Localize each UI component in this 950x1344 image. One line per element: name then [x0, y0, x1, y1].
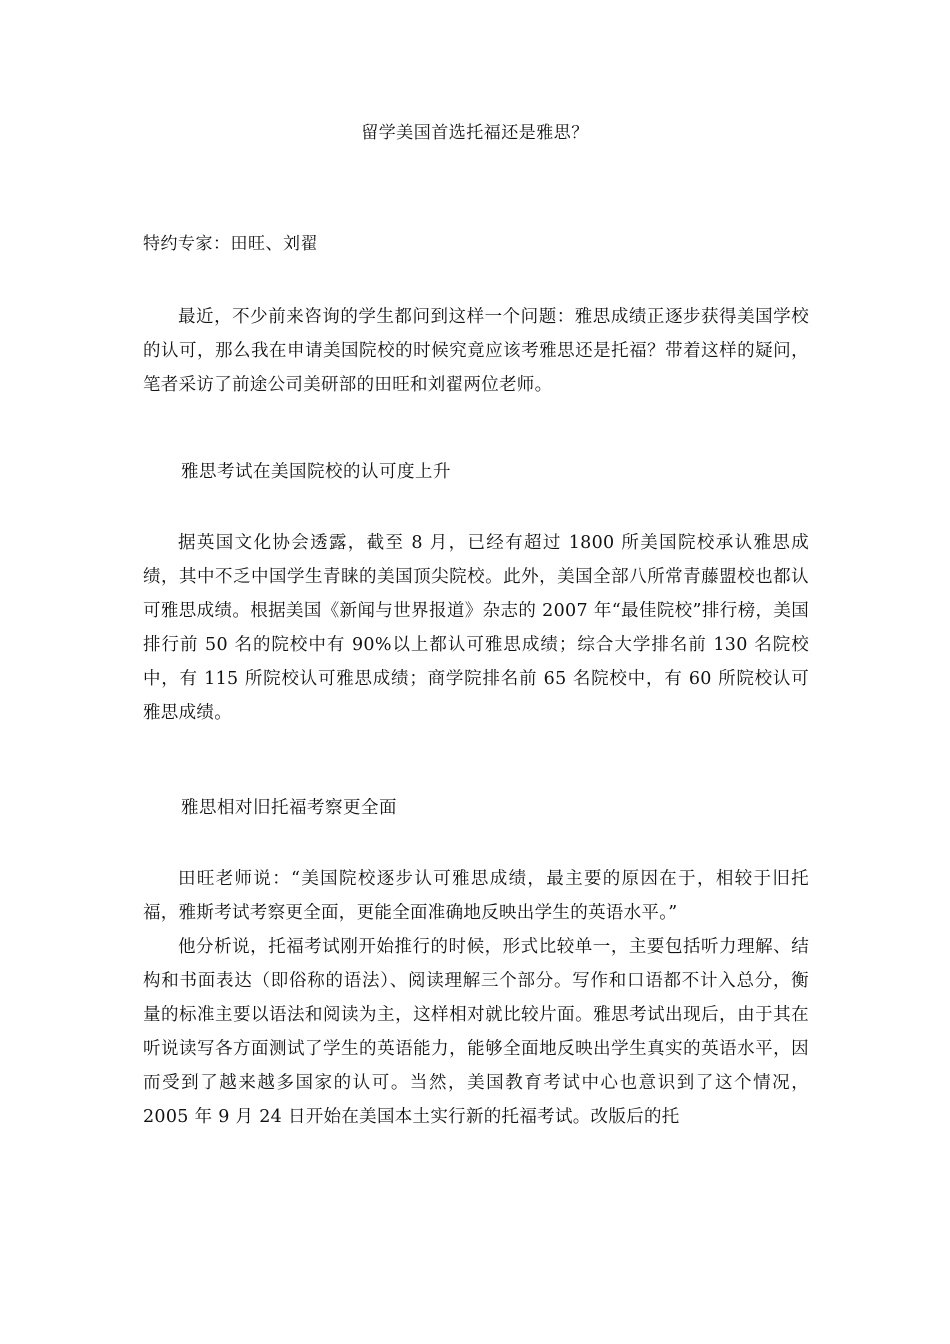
section-heading-ielts-recognition: 雅思考试在美国院校的认可度上升 — [181, 462, 451, 482]
document-title: 留学美国首选托福还是雅思？ — [361, 123, 589, 143]
section2-block — [143, 862, 809, 1134]
intro-block — [143, 300, 809, 402]
section2-paragraph-2: 他分析说，托福考试刚开始推行的时候，形式比较单一，主要包括听力理解、结构和书面表达（即俗称的语法）、阅读理解三个部分。写作和口语都不计入总分，衡量的标准主要以语法和阅读为主，这样相对就比较片面。雅思考试出现后，由于其在听说读写各方面测试了学生的英语能力，能够全面地反映出学生真实的英语水平，因而受到了越来越多国家的认可。当然，美国教育考试中心也意识到了这个情况，2005 年 9 月 24 日开始在美国本土实行新的托福考试。改版后的托 — [143, 937, 809, 1127]
intro-paragraph: 最近，不少前来咨询的学生都问到这样一个问题：雅思成绩正逐步获得美国学校的认可，那么我在申请美国院校的时候究竟应该考雅思还是托福？带着这样的疑问，笔者采访了前途公司美研部的田旺和刘翟两位老师。 — [143, 307, 809, 395]
section1-paragraph: 据英国文化协会透露，截至 8 月，已经有超过 1800 所美国院校承认雅思成绩，其中不乏中国学生青睐的美国顶尖院校。此外，美国全部八所常青藤盟校也都认可雅思成绩。根据美国《新闻与世界报道》杂志的 2007 年“最佳院校”排行榜，美国排行前 50 名的院校中有 90%以上都认可雅思成绩；综合大学排名前 130 名院校中，有 115 所院校认可雅思成绩；商学院排名前 65 名院校中，有 60 所院校认可雅思成绩。 — [143, 533, 809, 723]
expert-byline: 特约专家：田旺、刘翟 — [143, 234, 318, 254]
section2-paragraph-1: 田旺老师说：“美国院校逐步认可雅思成绩，最主要的原因在于，相较于旧托福，雅斯考试考察更全面，更能全面准确地反映出学生的英语水平。” — [143, 869, 809, 923]
section1-block — [143, 526, 809, 730]
section-heading-ielts-comprehensive: 雅思相对旧托福考察更全面 — [181, 798, 397, 818]
